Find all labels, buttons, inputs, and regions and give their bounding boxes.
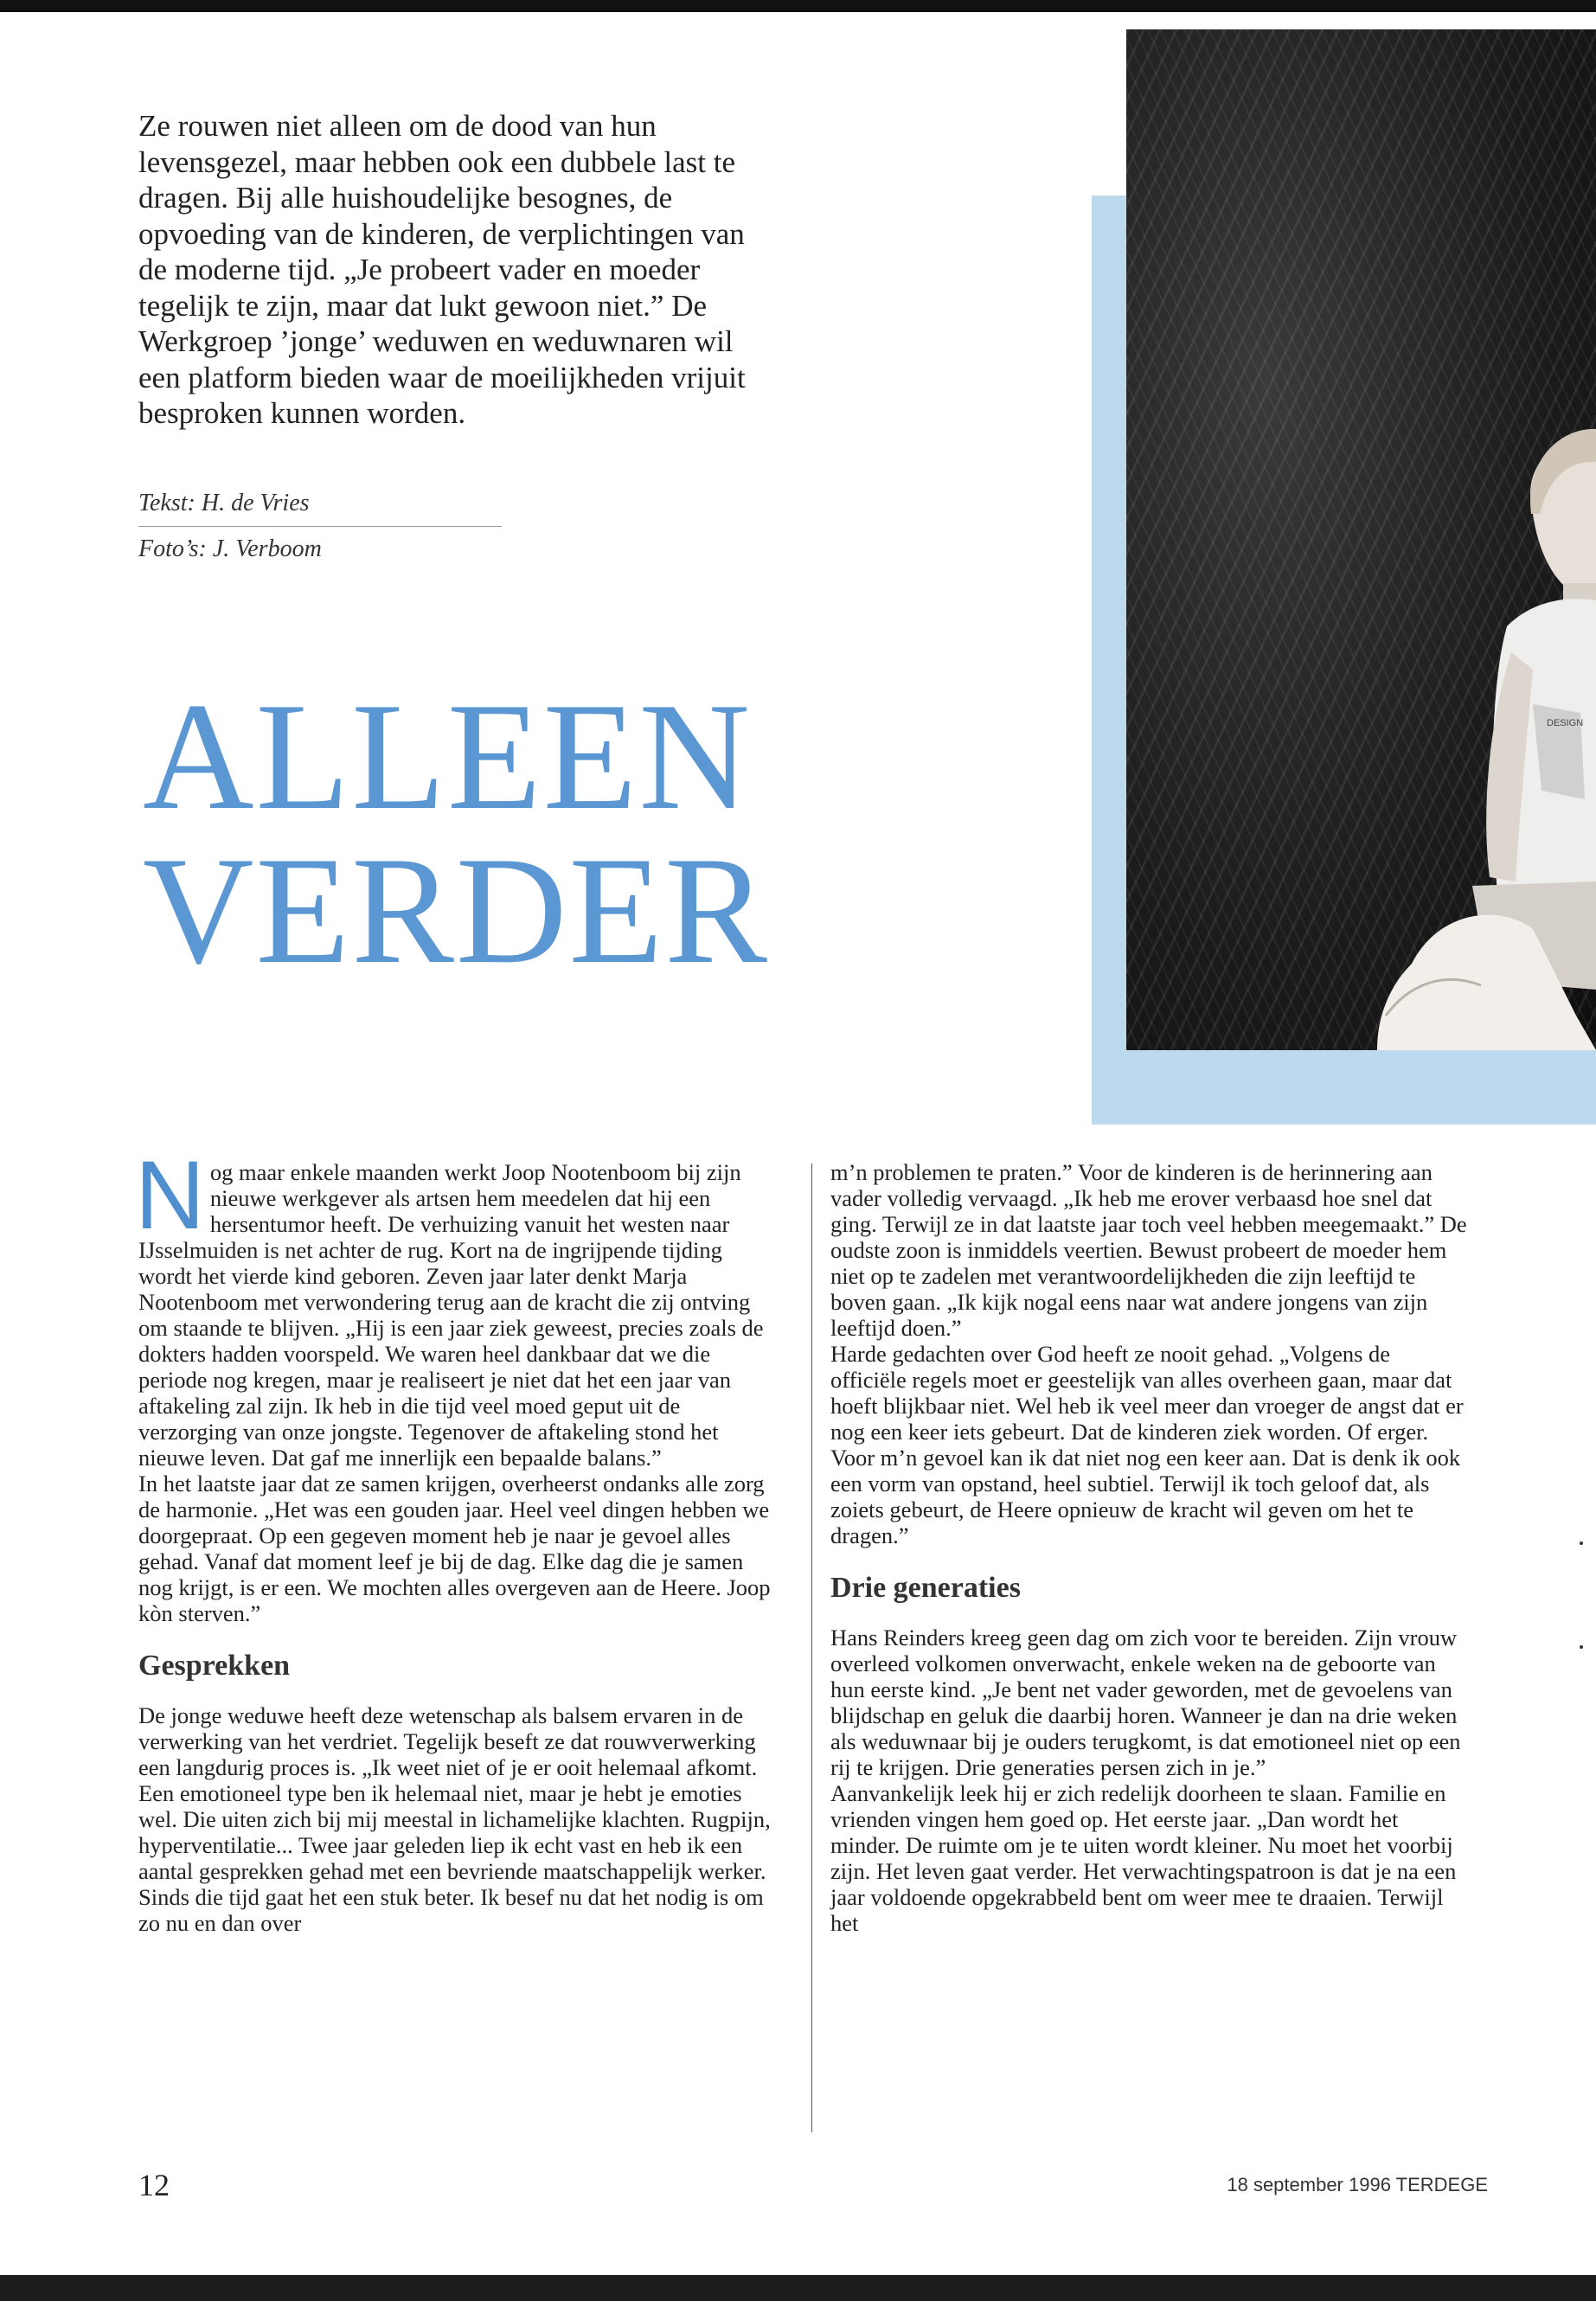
right-paragraph-1: m’n problemen te praten.” Voor de kinderen is de herinnering aan vader volledig vervaagd. „Ik heb me erover verbaasd hoe snel dat ging. Terwijl ze in dat laatste jaar toch veel hebben meegemaakt.” De oudste zoon is inmiddels veertien. Bewust probeert de moeder hem niet op te zadelen met verantwoordelijkheden die zijn leeftijd te boven gaan. „Ik kijk nogal eens naar wat andere jongens van zijn leeftijd doen.” [830, 1159, 1467, 1341]
section-heading-gesprekken: Gesprekken [138, 1650, 291, 1682]
credit-photos: Foto’s: J. Verboom [138, 535, 322, 562]
right-paragraph-3: Hans Reinders kreeg geen dag om zich voor te bereiden. Zijn vrouw overleed volkomen onverwacht, enkele weken na de geboorte van hun eerste kind. „Je bent net vader geworden, met de gevoelens van blijdschap en geluk die daarbij horen. Wanneer je dan na drie weken als weduwnaar bij je ouders terugkomt, is dat emotioneel niet op een rij te krijgen. Drie generaties persen zich in je.” [830, 1625, 1461, 1780]
headline-line-1: ALLEEN [143, 670, 753, 842]
hedge-photo [1126, 29, 1596, 1050]
credit-text: Tekst: H. de Vries [138, 490, 310, 516]
boy-figure [1126, 29, 1596, 1050]
credits-divider [138, 526, 502, 527]
column-divider [811, 1163, 812, 2132]
left-paragraph-1: og maar enkele maanden werkt Joop Nootenboom bij zijn nieuwe werkgever als artsen hem meedelen dat hij een hersentumor heeft. De verhuizing vanuit het westen naar IJsselmuiden is net achter de rug. Kort na de ingrijpende tijding wordt het vierde kind geboren. Zeven jaar later denkt Marja Nootenboom met verwondering terug aan de kracht die zij ontving om staande te blijven. „Hij is een jaar ziek geweest, precies zoals de dokters hadden voorspeld. We waren heel dankbaar dat we die periode nog kregen, maar je realiseert je niet dat het een jaar van aftakeling zal zijn. Ik heb in die tijd veel moed geput uit de verzorging van onze jongste. Tegenover de aftakeling stond het nieuwe leven. Dat gaf me innerlijk een bepaalde balans.” [138, 1159, 764, 1471]
margin-dot [1580, 1541, 1583, 1545]
bottom-bar [0, 2275, 1596, 2301]
right-paragraph-2: Harde gedachten over God heeft ze nooit gehad. „Volgens de officiële regels moet er geestelijk van alles overheen gaan, maar dat hoeft blijkbaar niet. Wel heb ik veel meer dan vroeger de angst dat er nog een keer iets gebeurt. Dat de kinderen ziek worden. Of erger. Voor m’n gevoel kan ik dat niet nog een keer aan. Dat is denk ik ook een vorm van opstand, heel subtiel. Terwijl ik toch geloof dat, als zoiets gebeurt, de Heere opnieuw de kracht wil geven om het te dragen.” [830, 1341, 1464, 1548]
margin-dot [1580, 1645, 1583, 1649]
left-paragraph-3: De jonge weduwe heeft deze wetenschap als balsem ervaren in de verwerking van het verdriet. Tegelijk beseft ze dat rouwverwerking een langdurig proces is. „Ik weet niet of je er ooit helemaal afkomt. Een emotioneel type ben ik helemaal niet, maar je hebt je emoties wel. Die uiten zich bij mij meestal in lichamelijke klachten. Rugpijn, hyperventilatie... Twee jaar geleden liep ik echt vast en heb ik een aantal gesprekken gehad met een bevriende maatschappelijk werker. Sinds die tijd gaat het een stuk beter. Ik besef nu dat het nodig is om zo nu en dan over [138, 1702, 771, 1936]
right-paragraph-4: Aanvankelijk leek hij er zich redelijk doorheen te slaan. Familie en vrienden vingen hem goed op. Het eerste jaar. „Dan wordt het minder. De ruimte om je te uiten wordt kleiner. Nu moet het voorbij zijn. Het leven gaat verder. Het verwachtingspatroon is dat je na een jaar voldoende opgekrabbeld bent om weer mee te draaien. Terwijl het [830, 1780, 1457, 1936]
right-column [830, 1159, 1471, 1936]
intro-paragraph: Ze rouwen niet alleen om de dood van hun levensgezel, maar hebben ook een dubbele last te dragen. Bij alle huishoudelijke besognes, de opvoeding van de kinderen, de verplichtingen van de moderne tijd. „Je probeert vader en moeder tegelijk te zijn, maar dat lukt gewoon niet.” De Werkgroep ’jonge’ weduwen en weduwnaren wil een platform bieden waar de moeilijkheden vrijuit besproken kunnen worden. [138, 109, 746, 430]
shirt-print-text: DESIGN [1547, 718, 1584, 728]
top-rule [0, 0, 1596, 12]
left-paragraph-2: In het laatste jaar dat ze samen krijgen, overheerst ondanks alle zorg de harmonie. „Het was een gouden jaar. Heel veel dingen hebben we doorgepraat. Op een gegeven moment heb je naar je gevoel alles gehad. Vanaf dat moment leef je bij de dag. Elke dag die je samen nog krijgt, is er een. We mochten alles overgeven aan de Heere. Joop kòn sterven.” [138, 1471, 771, 1626]
page-number: 12 [138, 2168, 170, 2202]
drop-cap: N [135, 1141, 205, 1249]
headline-line-2: VERDER [143, 824, 769, 996]
left-column [135, 1141, 779, 1936]
section-heading-drie-generaties: Drie generaties [830, 1572, 1021, 1604]
credits [138, 484, 502, 568]
headline [143, 670, 835, 996]
issue-date: 18 september 1996 TERDEGE [1227, 2174, 1488, 2195]
